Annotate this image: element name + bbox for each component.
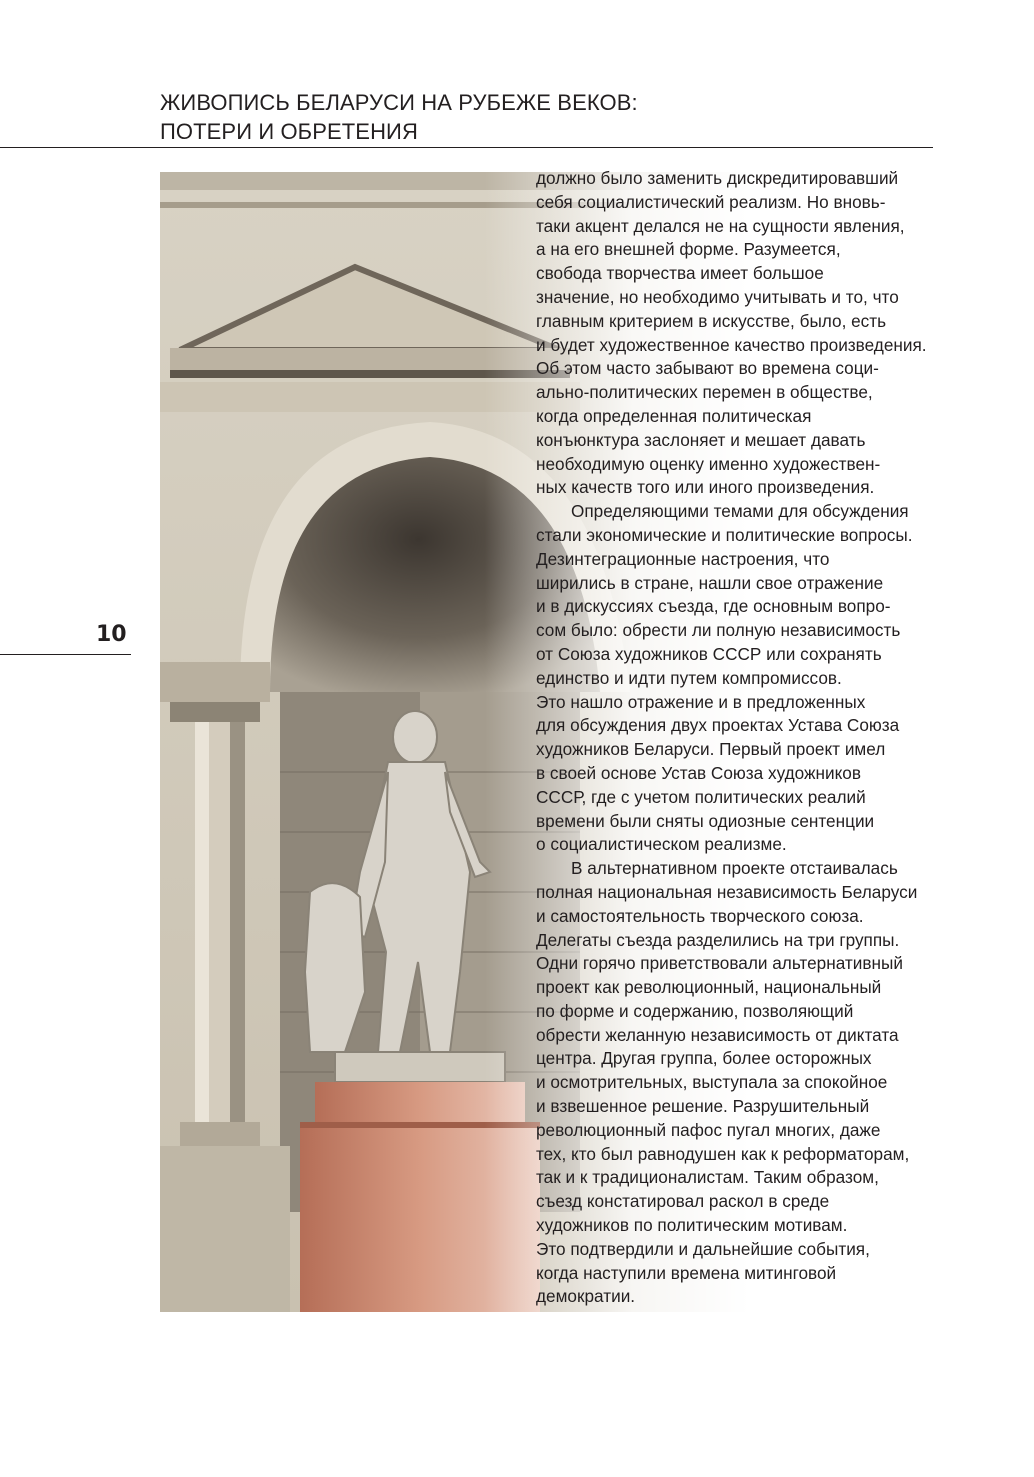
text-line: съезд констатировал раскол в среде: [536, 1191, 830, 1212]
body-text: [536, 167, 936, 1309]
text-line: художников по политическим мотивам.: [536, 1215, 848, 1236]
text-line: единство и идти путем компромиссов.: [536, 667, 842, 688]
text-line: революционный пафос пугал многих, даже: [536, 1119, 881, 1140]
text-line: и взвешенное решение. Разрушительный: [536, 1096, 870, 1117]
text-line: Определяющими темами для обсуждения: [571, 501, 909, 522]
text-line: художников Беларуси. Первый проект имел: [536, 739, 886, 760]
text-line: когда определенная политическая: [536, 405, 812, 426]
text-line: необходимую оценку именно художествен-: [536, 453, 881, 474]
text-line: так и к традиционалистам. Таким образом,: [536, 1167, 879, 1188]
text-line: о социалистическом реализме.: [536, 834, 787, 855]
text-line: стали экономические и политические вопросы.: [536, 524, 913, 545]
text-line: Об этом часто забывают во времена соци-: [536, 358, 879, 379]
text-line: должно было заменить дискредитировавший: [536, 168, 899, 188]
text-line: таки акцент делался не на сущности явления,: [536, 215, 905, 236]
paragraph-1: [536, 167, 936, 500]
text-line: в своей основе Устав Союза художников: [536, 762, 861, 783]
text-line: а на его внешней форме. Разумеется,: [536, 239, 841, 260]
text-line: для обсуждения двух проектах Устава Союза: [536, 715, 900, 736]
text-line: ширились в стране, нашли свое отражение: [536, 572, 884, 593]
text-line: свобода творчества имеет большое: [536, 263, 824, 284]
text-line: конъюнктура заслоняет и мешает давать: [536, 429, 866, 450]
text-line: и осмотрительных, выступала за спокойное: [536, 1072, 888, 1093]
text-line: главным критерием в искусстве, было, есть: [536, 310, 887, 331]
text-line: В альтернативном проекте отстаивалась: [571, 858, 898, 879]
header-divider: [0, 147, 933, 148]
header-line-2: ПОТЕРИ И ОБРЕТЕНИЯ: [160, 119, 418, 144]
text-line: демократии.: [536, 1286, 636, 1307]
text-line: значение, но необходимо учитывать и то, что: [536, 286, 899, 307]
header-line-1: ЖИВОПИСЬ БЕЛАРУСИ НА РУБЕЖЕ ВЕКОВ:: [160, 90, 638, 115]
text-line: и самостоятельность творческого союза.: [536, 905, 864, 926]
text-line: Это подтвердили и дальнейшие события,: [536, 1238, 870, 1259]
text-line: тех, кто был равнодушен как к реформаторам,: [536, 1143, 910, 1164]
text-line: Это нашло отражение и в предложенных: [536, 691, 866, 712]
text-line: ных качеств того или иного произведения.: [536, 477, 875, 498]
text-line: полная национальная независимость Беларуси: [536, 881, 918, 902]
paragraph-2: [536, 500, 936, 857]
text-line: проект как революционный, национальный: [536, 977, 882, 998]
running-header: [160, 88, 940, 146]
text-line: и будет художественное качество произведения.: [536, 334, 927, 355]
text-line: сом было: обрести ли полную независимость: [536, 620, 901, 641]
text-line: Делегаты съезда разделились на три группы.: [536, 929, 900, 950]
page-number-divider: [0, 654, 131, 655]
text-line: Дезинтеграционные настроения, что: [536, 548, 830, 569]
text-line: обрести желанную независимость от диктата: [536, 1024, 899, 1045]
text-line: по форме и содержанию, позволяющий: [536, 1000, 854, 1021]
page-number: 10: [96, 622, 127, 647]
text-line: Одни горячо приветствовали альтернативный: [536, 953, 903, 974]
text-line: времени были сняты одиозные сентенции: [536, 810, 875, 831]
paragraph-3: [536, 857, 936, 1309]
text-line: центра. Другая группа, более осторожных: [536, 1048, 872, 1069]
text-line: и в дискуссиях съезда, где основным вопро-: [536, 596, 891, 617]
text-line: от Союза художников СССР или сохранять: [536, 643, 882, 664]
text-line: ально-политических перемен в обществе,: [536, 382, 873, 403]
text-line: СССР, где с учетом политических реалий: [536, 786, 866, 807]
text-line: себя социалистический реализм. Но вновь-: [536, 191, 886, 212]
text-line: когда наступили времена митинговой: [536, 1262, 837, 1283]
